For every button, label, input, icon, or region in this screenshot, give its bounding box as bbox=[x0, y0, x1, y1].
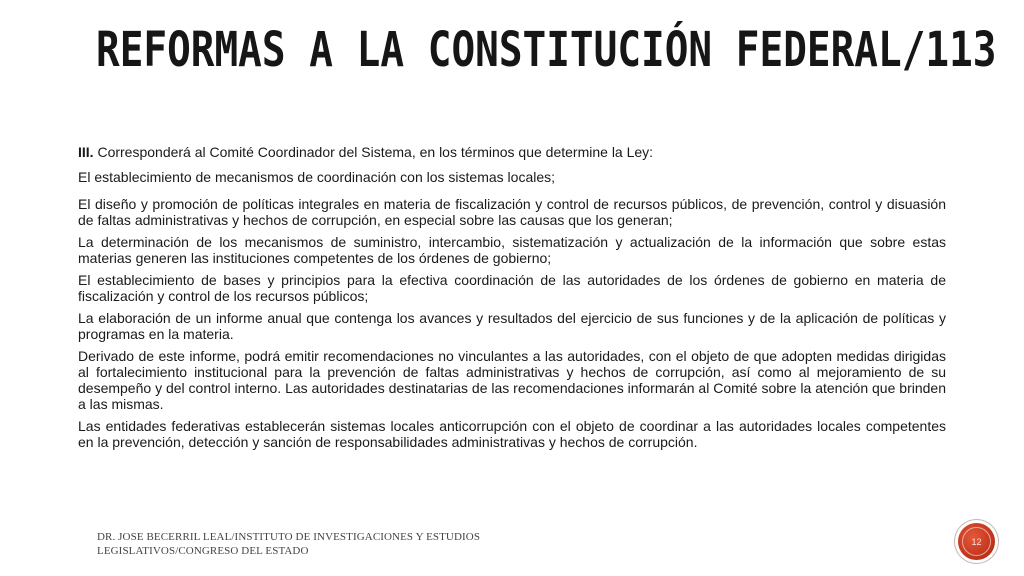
slide-title: REFORMAS A LA CONSTITUCIÓN FEDERAL/113 bbox=[96, 22, 997, 78]
body-paragraph-1 bbox=[78, 144, 946, 160]
body-paragraph-3: El diseño y promoción de políticas integrales en materia de fiscalización y control de recursos públicos, de prevención, control y disuasión de faltas administrativas y hechos de corrupción, en especial sobre las causas que los generan; bbox=[78, 196, 946, 228]
slide-footer: DR. JOSE BECERRIL LEAL/INSTITUTO DE INVESTIGACIONES Y ESTUDIOS LEGISLATIVOS/CONGRESO DEL ESTADO bbox=[97, 531, 481, 557]
slide-body bbox=[78, 144, 946, 456]
body-paragraph-7: Derivado de este informe, podrá emitir recomendaciones no vinculantes a las autoridades, con el objeto de que adopten medidas dirigidas al fortalecimiento institucional para la prevención de faltas administrativas y hechos de corrupción, así como al mejoramiento de su desempeño y del control interno. Las autoridades destinatarias de las recomendaciones informarán al Comité sobre la atención que brinden a las mismas. bbox=[78, 348, 946, 412]
paragraph-text: Corresponderá al Comité Coordinador del Sistema, en los términos que determine la Ley: bbox=[93, 144, 654, 160]
body-paragraph-4: La determinación de los mecanismos de suministro, intercambio, sistematización y actualización de la información que sobre estas materias generen las instituciones competentes de los órdenes de gobierno; bbox=[78, 234, 946, 266]
body-paragraph-2: El establecimiento de mecanismos de coordinación con los sistemas locales; bbox=[78, 169, 556, 185]
body-paragraph-8: Las entidades federativas establecerán sistemas locales anticorrupción con el objeto de coordinar a las autoridades locales competentes en la prevención, detección y sanción de responsabilidades administrativas y hechos de corrupción. bbox=[78, 418, 946, 450]
slide-number: 12 bbox=[962, 527, 991, 556]
title-block bbox=[96, 22, 997, 78]
body-paragraph-6: La elaboración de un informe anual que contenga los avances y resultados del ejercicio de sus funciones y de la aplicación de políticas y programas en la materia. bbox=[78, 310, 946, 342]
red-circle-badge-icon bbox=[958, 523, 995, 560]
body-paragraph-5: El establecimiento de bases y principios para la efectiva coordinación de las autoridades de los órdenes de gobierno en materia de fiscalización y control de los recursos públicos; bbox=[78, 272, 946, 304]
paragraph-lead-bold: III. bbox=[78, 144, 94, 160]
